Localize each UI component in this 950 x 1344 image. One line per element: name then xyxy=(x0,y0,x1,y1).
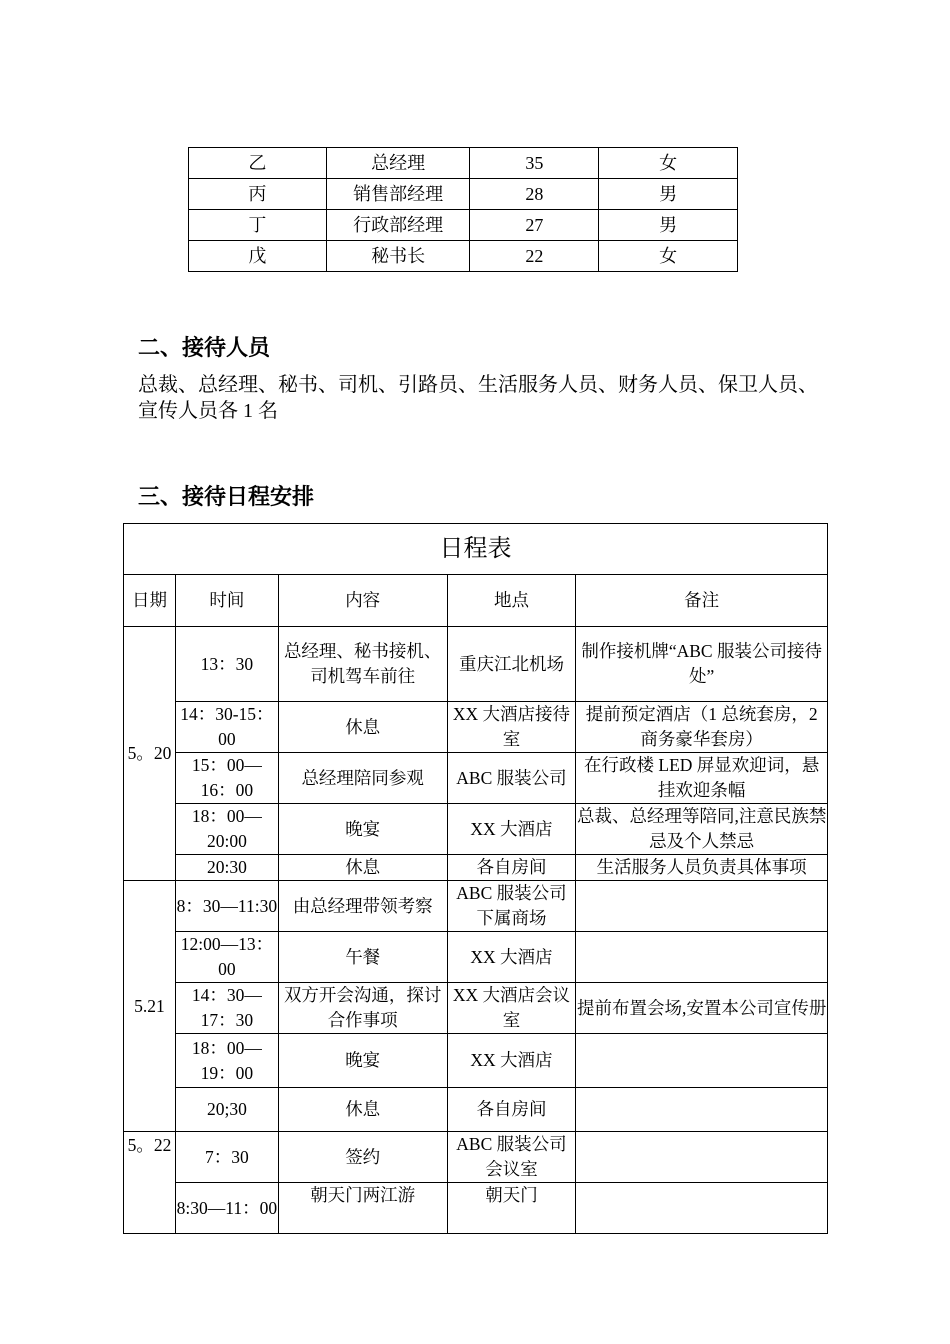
header-time: 时间 xyxy=(175,575,278,627)
cell-note: 提前布置会场,安置本公司宣传册 xyxy=(576,983,828,1034)
table-row xyxy=(189,179,738,210)
cell-content: 双方开会沟通，探讨合作事项 xyxy=(278,983,447,1034)
cell-place: XX 大酒店 xyxy=(447,932,576,983)
cell-content: 朝天门两江游 xyxy=(278,1183,447,1234)
cell-place: 重庆江北机场 xyxy=(447,627,576,702)
table-row xyxy=(189,148,738,179)
section-heading-schedule: 三、接待日程安排 xyxy=(138,485,315,510)
header-date: 日期 xyxy=(124,575,176,627)
schedule-title: 日程表 xyxy=(124,524,828,575)
cell-time: 14：30—17：30 xyxy=(175,983,278,1034)
staff-gender: 男 xyxy=(599,210,738,241)
cell-content: 签约 xyxy=(278,1132,447,1183)
cell-note xyxy=(576,932,828,983)
staff-gender: 女 xyxy=(599,148,738,179)
staff-age: 28 xyxy=(470,179,599,210)
staff-age: 22 xyxy=(470,241,599,272)
cell-place: 各自房间 xyxy=(447,1088,576,1132)
cell-note: 生活服务人员负责具体事项 xyxy=(576,855,828,881)
cell-time: 15：00—16：00 xyxy=(175,753,278,804)
cell-content: 由总经理带领考察 xyxy=(278,881,447,932)
cell-time: 20:30 xyxy=(175,855,278,881)
cell-time: 18：00—19：00 xyxy=(175,1034,278,1088)
cell-time: 18：00—20:00 xyxy=(175,804,278,855)
cell-note xyxy=(576,1183,828,1234)
table-row xyxy=(124,983,828,1034)
table-row xyxy=(124,1183,828,1234)
cell-place: XX 大酒店接待室 xyxy=(447,702,576,753)
cell-content: 午餐 xyxy=(278,932,447,983)
header-note: 备注 xyxy=(576,575,828,627)
cell-note xyxy=(576,1132,828,1183)
staff-age: 27 xyxy=(470,210,599,241)
table-row xyxy=(124,702,828,753)
schedule-table xyxy=(123,523,828,1234)
header-content: 内容 xyxy=(278,575,447,627)
staff-name: 丁 xyxy=(189,210,327,241)
cell-content: 晚宴 xyxy=(278,1034,447,1088)
cell-place: ABC 服装公司下属商场 xyxy=(447,881,576,932)
staff-name: 丙 xyxy=(189,179,327,210)
cell-note: 制作接机牌“ABC 服装公司接待处” xyxy=(576,627,828,702)
cell-content: 晚宴 xyxy=(278,804,447,855)
header-row xyxy=(124,575,828,627)
staff-position: 销售部经理 xyxy=(326,179,470,210)
table-row xyxy=(124,1132,828,1183)
table-row xyxy=(124,1034,828,1088)
table-row xyxy=(189,241,738,272)
cell-place: ABC 服装公司 xyxy=(447,753,576,804)
staff-age: 35 xyxy=(470,148,599,179)
staff-position: 总经理 xyxy=(326,148,470,179)
cell-note: 提前预定酒店（1 总统套房，2 商务豪华套房） xyxy=(576,702,828,753)
reception-staff-text: 总裁、总经理、秘书、司机、引路员、生活服务人员、财务人员、保卫人员、宣传人员各 1 名 xyxy=(138,374,818,422)
table-row xyxy=(124,881,828,932)
cell-place: XX 大酒店会议室 xyxy=(447,983,576,1034)
cell-time: 14：30-15：00 xyxy=(175,702,278,753)
cell-content: 休息 xyxy=(278,702,447,753)
day-date: 5。20 xyxy=(124,627,176,881)
cell-time: 8:30—11：00 xyxy=(175,1183,278,1234)
section-heading-reception-staff: 二、接待人员 xyxy=(138,336,271,361)
staff-table xyxy=(188,147,738,272)
staff-position: 秘书长 xyxy=(326,241,470,272)
table-row xyxy=(124,855,828,881)
cell-note: 总裁、总经理等陪同,注意民族禁忌及个人禁忌 xyxy=(576,804,828,855)
cell-time: 8：30—11:30 xyxy=(175,881,278,932)
staff-name: 乙 xyxy=(189,148,327,179)
cell-content: 总经理、秘书接机、司机驾车前往 xyxy=(278,627,447,702)
table-row xyxy=(124,627,828,702)
header-place: 地点 xyxy=(447,575,576,627)
cell-note xyxy=(576,1088,828,1132)
cell-time: 13：30 xyxy=(175,627,278,702)
staff-name: 戊 xyxy=(189,241,327,272)
table-row xyxy=(189,210,738,241)
table-row xyxy=(124,753,828,804)
cell-content: 休息 xyxy=(278,1088,447,1132)
cell-time: 7：30 xyxy=(175,1132,278,1183)
staff-gender: 女 xyxy=(599,241,738,272)
table-row xyxy=(124,1088,828,1132)
day-date: 5.21 xyxy=(124,881,176,1132)
day-date: 5。22 xyxy=(124,1132,176,1234)
cell-time: 20;30 xyxy=(175,1088,278,1132)
cell-note xyxy=(576,881,828,932)
cell-note xyxy=(576,1034,828,1088)
cell-place: XX 大酒店 xyxy=(447,1034,576,1088)
cell-content: 总经理陪同参观 xyxy=(278,753,447,804)
cell-place: 朝天门 xyxy=(447,1183,576,1234)
staff-gender: 男 xyxy=(599,179,738,210)
table-row xyxy=(124,804,828,855)
cell-place: XX 大酒店 xyxy=(447,804,576,855)
cell-note: 在行政楼 LED 屏显欢迎词，悬挂欢迎条幅 xyxy=(576,753,828,804)
staff-position: 行政部经理 xyxy=(326,210,470,241)
table-row xyxy=(124,932,828,983)
cell-time: 12:00—13：00 xyxy=(175,932,278,983)
cell-place: 各自房间 xyxy=(447,855,576,881)
cell-content: 休息 xyxy=(278,855,447,881)
cell-place: ABC 服装公司会议室 xyxy=(447,1132,576,1183)
